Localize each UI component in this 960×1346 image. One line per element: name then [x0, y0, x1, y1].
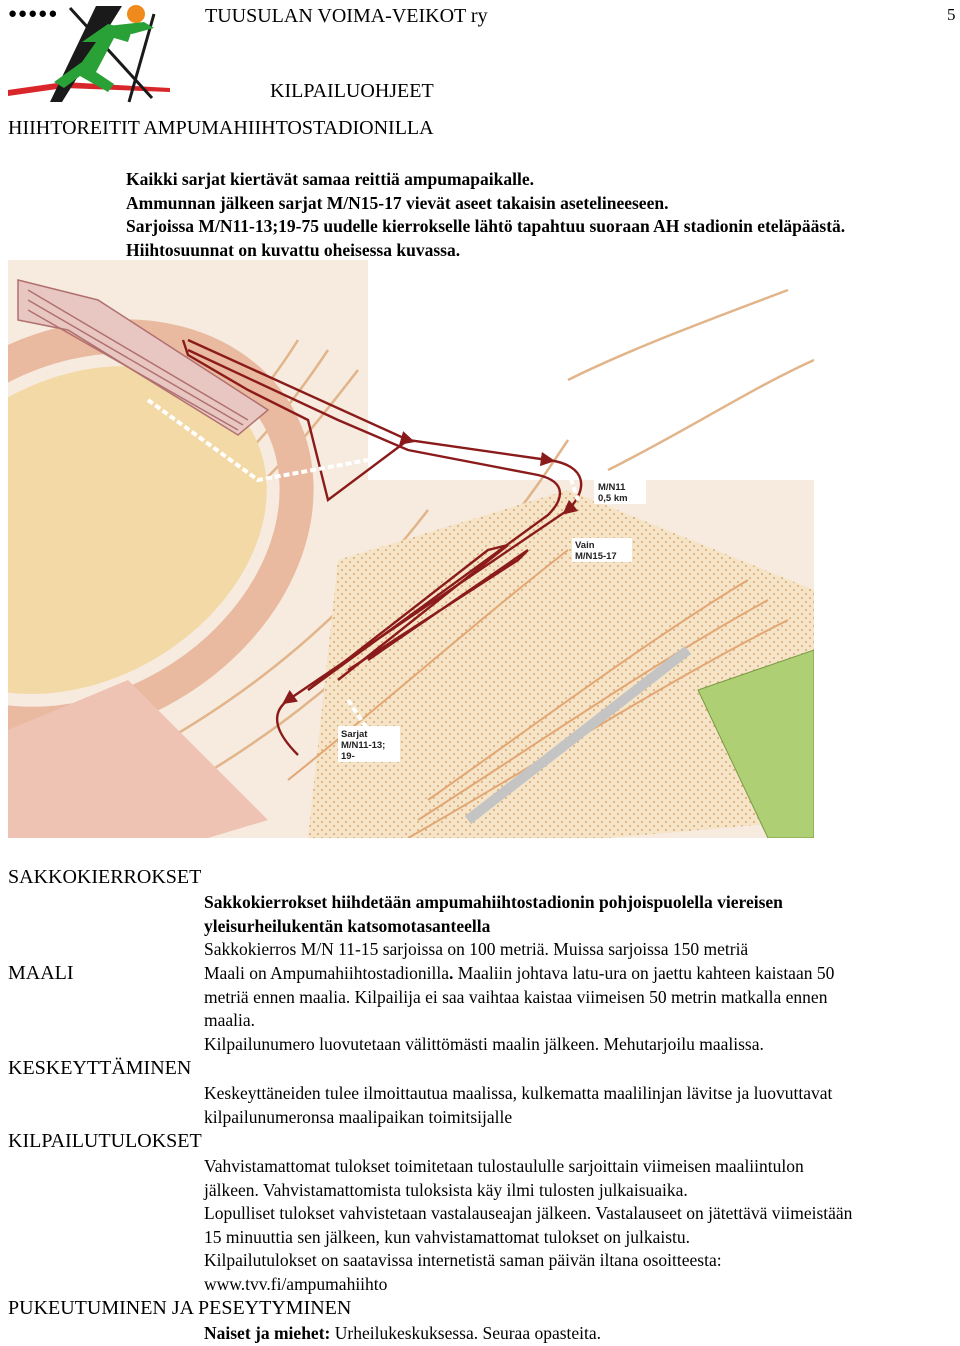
maali-text — [204, 962, 956, 1056]
intro-text — [126, 168, 845, 262]
pukeutuminen-text — [204, 1322, 956, 1346]
ski-route-map — [8, 260, 814, 838]
sakko-line: Sakkokierrokset hiihdetään ampumahiihtostadionin pohjoispuolella viereisen — [204, 892, 783, 912]
heading-maali: MAALI — [8, 962, 74, 984]
tulokset-line: jälkeen. Vahvistamattomista tuloksista käy ilmi tulosten julkaisuaika. — [204, 1179, 688, 1200]
map-label: M/N15-17 — [575, 551, 617, 562]
maali-line: maalia. — [204, 1010, 256, 1030]
sakko-line: yleisurheilukentän katsomotasanteella — [204, 915, 491, 936]
map-label: Sarjat — [341, 729, 368, 740]
heading-keskeyttaminen: KESKEYTTÄMINEN — [8, 1057, 192, 1079]
maali-text-c: Maaliin johtava latu-ura on jaettu kahteen kaistaan 50 — [453, 963, 835, 983]
tulokset-line: Lopulliset tulokset vahvistetaan vastalauseajan jälkeen. Vastalauseet on jätettävä viimeistään — [204, 1203, 853, 1223]
club-name: TUUSULAN VOIMA-VEIKOT ry — [205, 5, 488, 27]
pukeutuminen-label: Naiset ja miehet: — [204, 1323, 331, 1343]
intro-line: Sarjoissa M/N11-13;19-75 uudelle kierrokselle lähtö tapahtuu suoraan AH stadionin eteläpäästä. — [126, 216, 846, 236]
intro-line: Kaikki sarjat kiertävät samaa reittiä ampumapaikalle. — [126, 169, 534, 189]
heading-pukeutuminen: PUKEUTUMINEN JA PESEYTYMINEN — [8, 1297, 352, 1319]
tulokset-line: Vahvistamattomat tulokset toimitetaan tulostaululle sarjoittain viimeisen maaliintulon — [204, 1156, 804, 1176]
page-number: 5 — [947, 5, 956, 24]
document-title: KILPAILUOHJEET — [270, 80, 434, 102]
tulokset-line: Kilpailutulokset on saatavissa internetistä saman päivän iltana osoitteesta: — [204, 1250, 722, 1270]
map-label: 19- — [341, 751, 355, 762]
sakko-text — [204, 891, 956, 962]
results-url: www.tvv.fi/ampumahiihto — [204, 1273, 388, 1294]
map-label-vain — [572, 538, 632, 562]
maali-line: metriä ennen maalia. Kilpailija ei saa vaihtaa kaistaa viimeisen 50 metrin matkalla ennen — [204, 986, 828, 1007]
keskeyttaminen-line: kilpailunumeronsa maalipaikan toimitsijalle — [204, 1106, 513, 1127]
map-label: M/N11-13; — [341, 740, 386, 751]
intro-line: Ammunnan jälkeen sarjat M/N15-17 vievät aseet takaisin asetelineeseen. — [126, 192, 669, 213]
skier-logo-icon — [4, 2, 174, 104]
map-label-mn11 — [594, 480, 646, 504]
tulokset-line: 15 minuuttia sen jälkeen, kun vahvistamattomat tulokset on julkaistu. — [204, 1226, 691, 1247]
maali-line: Kilpailunumero luovutetaan välittömästi maalin jälkeen. Mehutarjoilu maalissa. — [204, 1033, 764, 1054]
maali-text-a: Maali on Ampumahiihtostadionilla — [204, 963, 449, 983]
intro-line: Hiihtosuunnat on kuvattu oheisessa kuvassa. — [126, 239, 461, 260]
map-label: 0,5 km — [598, 493, 628, 504]
map-label-sarjat — [338, 726, 400, 762]
header-dots: ●●●●● — [8, 6, 59, 22]
sakko-line: Sakkokierros M/N 11-15 sarjoissa on 100 metriä. Muissa sarjoissa 150 metriä — [204, 939, 749, 959]
maali-text-b: . — [448, 963, 454, 983]
map-label: Vain — [575, 540, 595, 551]
pukeutuminen-value: Urheilukeskuksessa. Seuraa opasteita. — [330, 1323, 602, 1343]
keskeyttaminen-line: Keskeyttäneiden tulee ilmoittautua maalissa, kulkematta maalilinjan lävitse ja luovuttavat — [204, 1083, 833, 1103]
tulokset-text — [204, 1155, 956, 1296]
heading-kilpailutulokset: KILPAILUTULOKSET — [8, 1130, 202, 1152]
keskeyttaminen-text — [204, 1082, 956, 1129]
heading-sakkokierrokset: SAKKOKIERROKSET — [8, 866, 202, 888]
map-label: M/N11 — [598, 482, 626, 493]
section-title: HIIHTOREITIT AMPUMAHIIHTOSTADIONILLA — [8, 117, 434, 139]
